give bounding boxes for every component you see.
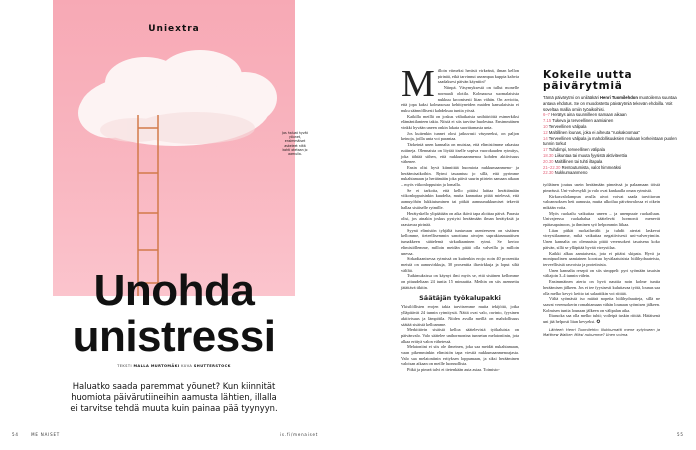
schedule-text: Terveellinen välipala ja mahdollisuuksien mukaan korkeintaan puolen tunnin torkut bbox=[543, 135, 677, 147]
paragraph: Niinpä. Väsymyksestä on tullut monelle normaali olotila. Kolmasosa suomalaisista nukkuu kroonisesti liian vähän. On arvioitu, että jopa kaksi kolmasosaa kehittyneiden maiden kansalaisista ei nuku säännöllisesti kahdeksaa tuntia yössä. bbox=[401, 85, 519, 113]
paragraph: Herätyskello ylipäätään on aika ikävä tapa aloittaa päivä. Parasta olisi, jos ainakin joskus pystyisi heräämään ilman herätyksiä ja raastavaa pirinää. bbox=[401, 210, 519, 227]
paragraph: Kirkasvalolampun avulla aivot voivat saada tarvittavan valoannoksen heti aamusta, mutta ulkoilua päivänvalossa ei oikein mikään voita. bbox=[543, 193, 660, 210]
paragraph: Melatoniini ei siis ole ilmeinen, joka saa meidät nukahtamaan, vaan pikemminkin elimistön tapa viestiä nukkumaanmenoajasta. Valo saa melatoniinin erityksen loppumaan, ja siksi herääminen valoisan aikaan on meille luonnollista. bbox=[401, 344, 519, 367]
schedule-time: 18.30 bbox=[543, 152, 554, 158]
intro-text: muotoilema suuntaa antava ehdotus. Se on muodostettu päivärytmiä tekevän ehdoilla. Voit soveltaa mallia omiin työaikoihisi. bbox=[543, 95, 677, 112]
schedule-text: Herätys aina suunnilleen samaan aikaan bbox=[551, 112, 627, 118]
sources-note: Lähteet: Henri Tuomilehto: Nukkumatti mene sytykseen ja Matthew Walker: Miksi nukumme? Unen voima. bbox=[543, 327, 660, 337]
schedule-text: Liikuntaa tai muuta fyysistä aktiviteettia bbox=[554, 152, 628, 158]
schedule-text: Tukeva ja terveellinen aamiainen bbox=[552, 118, 614, 124]
byline-photographer: SHUTTERSTOCK bbox=[193, 364, 231, 368]
sidebar-intro bbox=[543, 95, 683, 112]
paragraph: Liian pitkät ruokailuvälit ja tuhdit ateriat laskevat vireystilaamme, mikä vaikuttaa negatiivisesti uni-valverytmiin. Unen kannalta on olennaista pitää verensokeri tasaisena koko päivän, sillä se ylläpitää hyvää vireystilaa. bbox=[543, 227, 660, 250]
title-line-1: Unohda bbox=[93, 266, 255, 315]
subheading: Säätäjän työkalupakki bbox=[419, 294, 501, 303]
schedule-list bbox=[543, 112, 683, 176]
cover-photo bbox=[53, 0, 295, 296]
body-column-1 bbox=[401, 63, 519, 373]
body-column-2 bbox=[543, 182, 660, 338]
byline bbox=[50, 364, 298, 368]
schedule-time: 12 bbox=[543, 129, 548, 135]
page-number-right: 55 bbox=[677, 432, 684, 437]
article-deck: Haluatko saada paremmat yöunet? Kun kiinnität huomiota päivärutiineihin aamusta lähtien, illalla ei tarvitse tehdä muuta kuin painaa pää tyynyyn. bbox=[70, 381, 278, 413]
right-column bbox=[543, 70, 683, 338]
page-number-left: 54 bbox=[12, 432, 19, 437]
schedule-time: 7.15 bbox=[543, 118, 552, 124]
paragraph: Unen kannalta resepti on siis simppeli: pyri syömään tasaisin väliajoin 3–4 tunnin välein. bbox=[543, 267, 660, 279]
paragraph: työläinen joutuu usein heräämään pimeässä ja palaamaan töistä pimeässä. Uni-valvesykli ja valo ovat kankaalla oman rytmistä. bbox=[543, 182, 660, 193]
schedule-item bbox=[543, 170, 683, 176]
paragraph: Ensin olisi hyvä kiinnittää huomiota nukkumaanmeno- ja heräämisaikoihin. Rytmi tasaantuu jo sillä, että pyrimme nukahtamaan ja heräämään joka päivä suurin piirtein samaan aikaan – myös viikonloppuisin ja lomalla. bbox=[401, 164, 519, 188]
schedule-time: 17 bbox=[543, 147, 548, 153]
schedule-time: 6–7 bbox=[543, 112, 550, 118]
paragraph: Vältä syömästä iso määrä nopeita hiilihydraatteja, sillä ne saavat verensokerin romahtamaan vähän lounaan syömisen jälkeen. Kolmisen tuntia lounaan jälkeen on välipalan aika. bbox=[543, 296, 660, 313]
schedule-text: Nukkumaanmeno bbox=[554, 170, 588, 176]
paragraph: Jos kuitenkin tunnet olosi jatkuvasti väsyneeksi, on paljon keinoja, joilla unta voi parantaa. bbox=[401, 130, 519, 142]
paragraph: Kaikki alkaa aamiaisesta, jota ei pitäisi skipata. Hyvä ja monipuolinen aamiainen koostuu hyvälaatuisista hiilihydraateista, terveellisistä rasvoista ja proteiinista. bbox=[543, 250, 660, 267]
paragraph: Tutkimuksissa on käynyt ilmi myös se, että sisäinen kellomme on pituudeltaan 24 tuntia 15 minuuttia. Meihin on siis asennettu jätättävä tikitin. bbox=[401, 273, 519, 290]
byline-author: MALLA MURTOMÄKI bbox=[133, 364, 180, 368]
sidebar-title: Kokeile uutta päivärytmiä bbox=[543, 69, 633, 92]
paragraph: Iltaruoka saa olla melko tuhti; voileipä tuskin riittää. Hätäisenä uni jää helposti liian kevyeksi. ✪ bbox=[543, 313, 660, 325]
paragraph: Syynä elimistön tyhjältä tuntuvaan asenteeseen on sisäinen kellomme, tieteellisemmin sanottuna aivojen suprakiasmaattisen tumakkeen säätelemä sirkadiaaninen rytmi. Se kertoo elimistöllemme, milloin meidän pitää olla valveilla ja milloin unessa. bbox=[401, 227, 519, 256]
paragraph: Myös ruokailu vaikuttaa uneen – ja unenpuute ruokailuun. Univajeessa ruokahalua säätelevät hormonit menevät epätasapainoon, ja ihminen syö helpommin liikaa. bbox=[543, 210, 660, 228]
schedule-text: Maltillinen tai tuhti iltapala bbox=[554, 158, 603, 164]
paragraph: Kaikilla meillä on joskus väliaikaisia unihäiriöitä esimerkiksi elämäntilanteen takia. Niistä ei siis tarvitse huolestua. Ensimmäinen vinkki hyvään uneen onkin lakata suorittamasta unta. bbox=[401, 113, 519, 131]
intro-name: Henri Tuomilehdon bbox=[600, 95, 638, 100]
schedule-text: Terveellinen välipala bbox=[548, 123, 587, 129]
cloud-illustration bbox=[75, 48, 280, 158]
paragraph: Tärkeintä unen kannalta on muistaa, että elimistömme rakastaa rutiineja. Olennaista on löytää itselle sopiva vuorokauden rytmitys, joka tähtää siihen, että nukkumaanmenoa kohden aktiivisuus vähenee. bbox=[401, 142, 519, 165]
schedule-text: Tuhdimpi, terveellinen välipala bbox=[548, 147, 605, 153]
drop-cap: M bbox=[401, 63, 435, 105]
paragraph: Se ei tarkoita, että kello pitäisi laittaa herättämään viikonloppuisinkin kuudelta, mutta kannattaa pitää mielessä, että aamuyöhön lukkiutuminen tai pitkät aamuunukkumiset tekevät hallaa sisäiselle rytmille. bbox=[401, 187, 519, 210]
title-line-2: unistressi bbox=[72, 312, 276, 361]
left-folio bbox=[12, 432, 60, 437]
paragraph: illoin viimeksi heräsit virkeänä, ilman kellon pirinää, etkä tarvinnut useampaa kuppia kahvia saadaksesi päivän käyntiin? bbox=[437, 68, 519, 85]
schedule-item bbox=[543, 136, 683, 148]
schedule-time: 10 bbox=[543, 123, 548, 129]
byline-text-label: TEKSTI bbox=[117, 364, 132, 368]
paragraph: Merkittävin sisäistä kelloa säätelevistä työkaluista on päivänvalo. Valo säätelee unihormonina tunnetun melatoniinin, jota alkaa erittyä valon vähetessä. bbox=[401, 327, 519, 344]
schedule-text: Maltillinen lounas, joka ei aiheuta "ruokakoomaa" bbox=[548, 129, 640, 135]
magazine-url: is.fi/menaiset bbox=[280, 432, 319, 437]
paragraph: Sirkadiaanisessa rytmissä on kuitenkin eroja: noin 40 prosenttia meistä on aamuvirkkuja, 30 prosenttia iltavirkkuja ja loput siltä väliltä. bbox=[401, 256, 519, 273]
paragraph: Ykisilöllisten erojen takia tarvitsemme muita tekijöitä, jotka ylläpitävät 24 tunnin rytmitystä. Näitä ovat valo, ravinto, fyysinen aktiivisuus ja lämpötila. Niiden avulla meillä on mahdollisuus säätää sisäistä kelloamme. bbox=[401, 304, 519, 327]
schedule-time: 22.30 bbox=[543, 170, 554, 176]
photo-caption: Jos haluat hyvät yöunet, ensimmäiset askeleet niitä kohti otetaan jo aamulla. bbox=[282, 131, 308, 157]
sidebar-box bbox=[543, 70, 683, 176]
schedule-time: 20.30 bbox=[543, 158, 554, 164]
paragraph: Ensimmäinen ateria on hyvä nauttia noin kolme tuntia heräämisen jälkeen. Jos et tee fyysisesti kuluttavaa työtä, lounas saa olla melko kevyt: keitto tai salaattikin voi riittää. bbox=[543, 279, 660, 296]
paragraph: Pitkä ja pimeä talvi ei tietenkään auta asiaa. Toimisto- bbox=[407, 367, 500, 373]
section-kicker: Uniextra bbox=[148, 24, 200, 34]
schedule-time: 21–22.30 bbox=[543, 164, 561, 170]
magazine-name: ME NAISET bbox=[31, 432, 61, 437]
article-title bbox=[40, 268, 308, 360]
schedule-time: 14 bbox=[543, 135, 548, 141]
schedule-text: Rentoutumista, valot himmeäksi bbox=[561, 164, 621, 170]
byline-photo-label: KUVA bbox=[181, 364, 193, 368]
intro-text: Tämä päivärytmi on unilääkäri bbox=[543, 95, 601, 100]
